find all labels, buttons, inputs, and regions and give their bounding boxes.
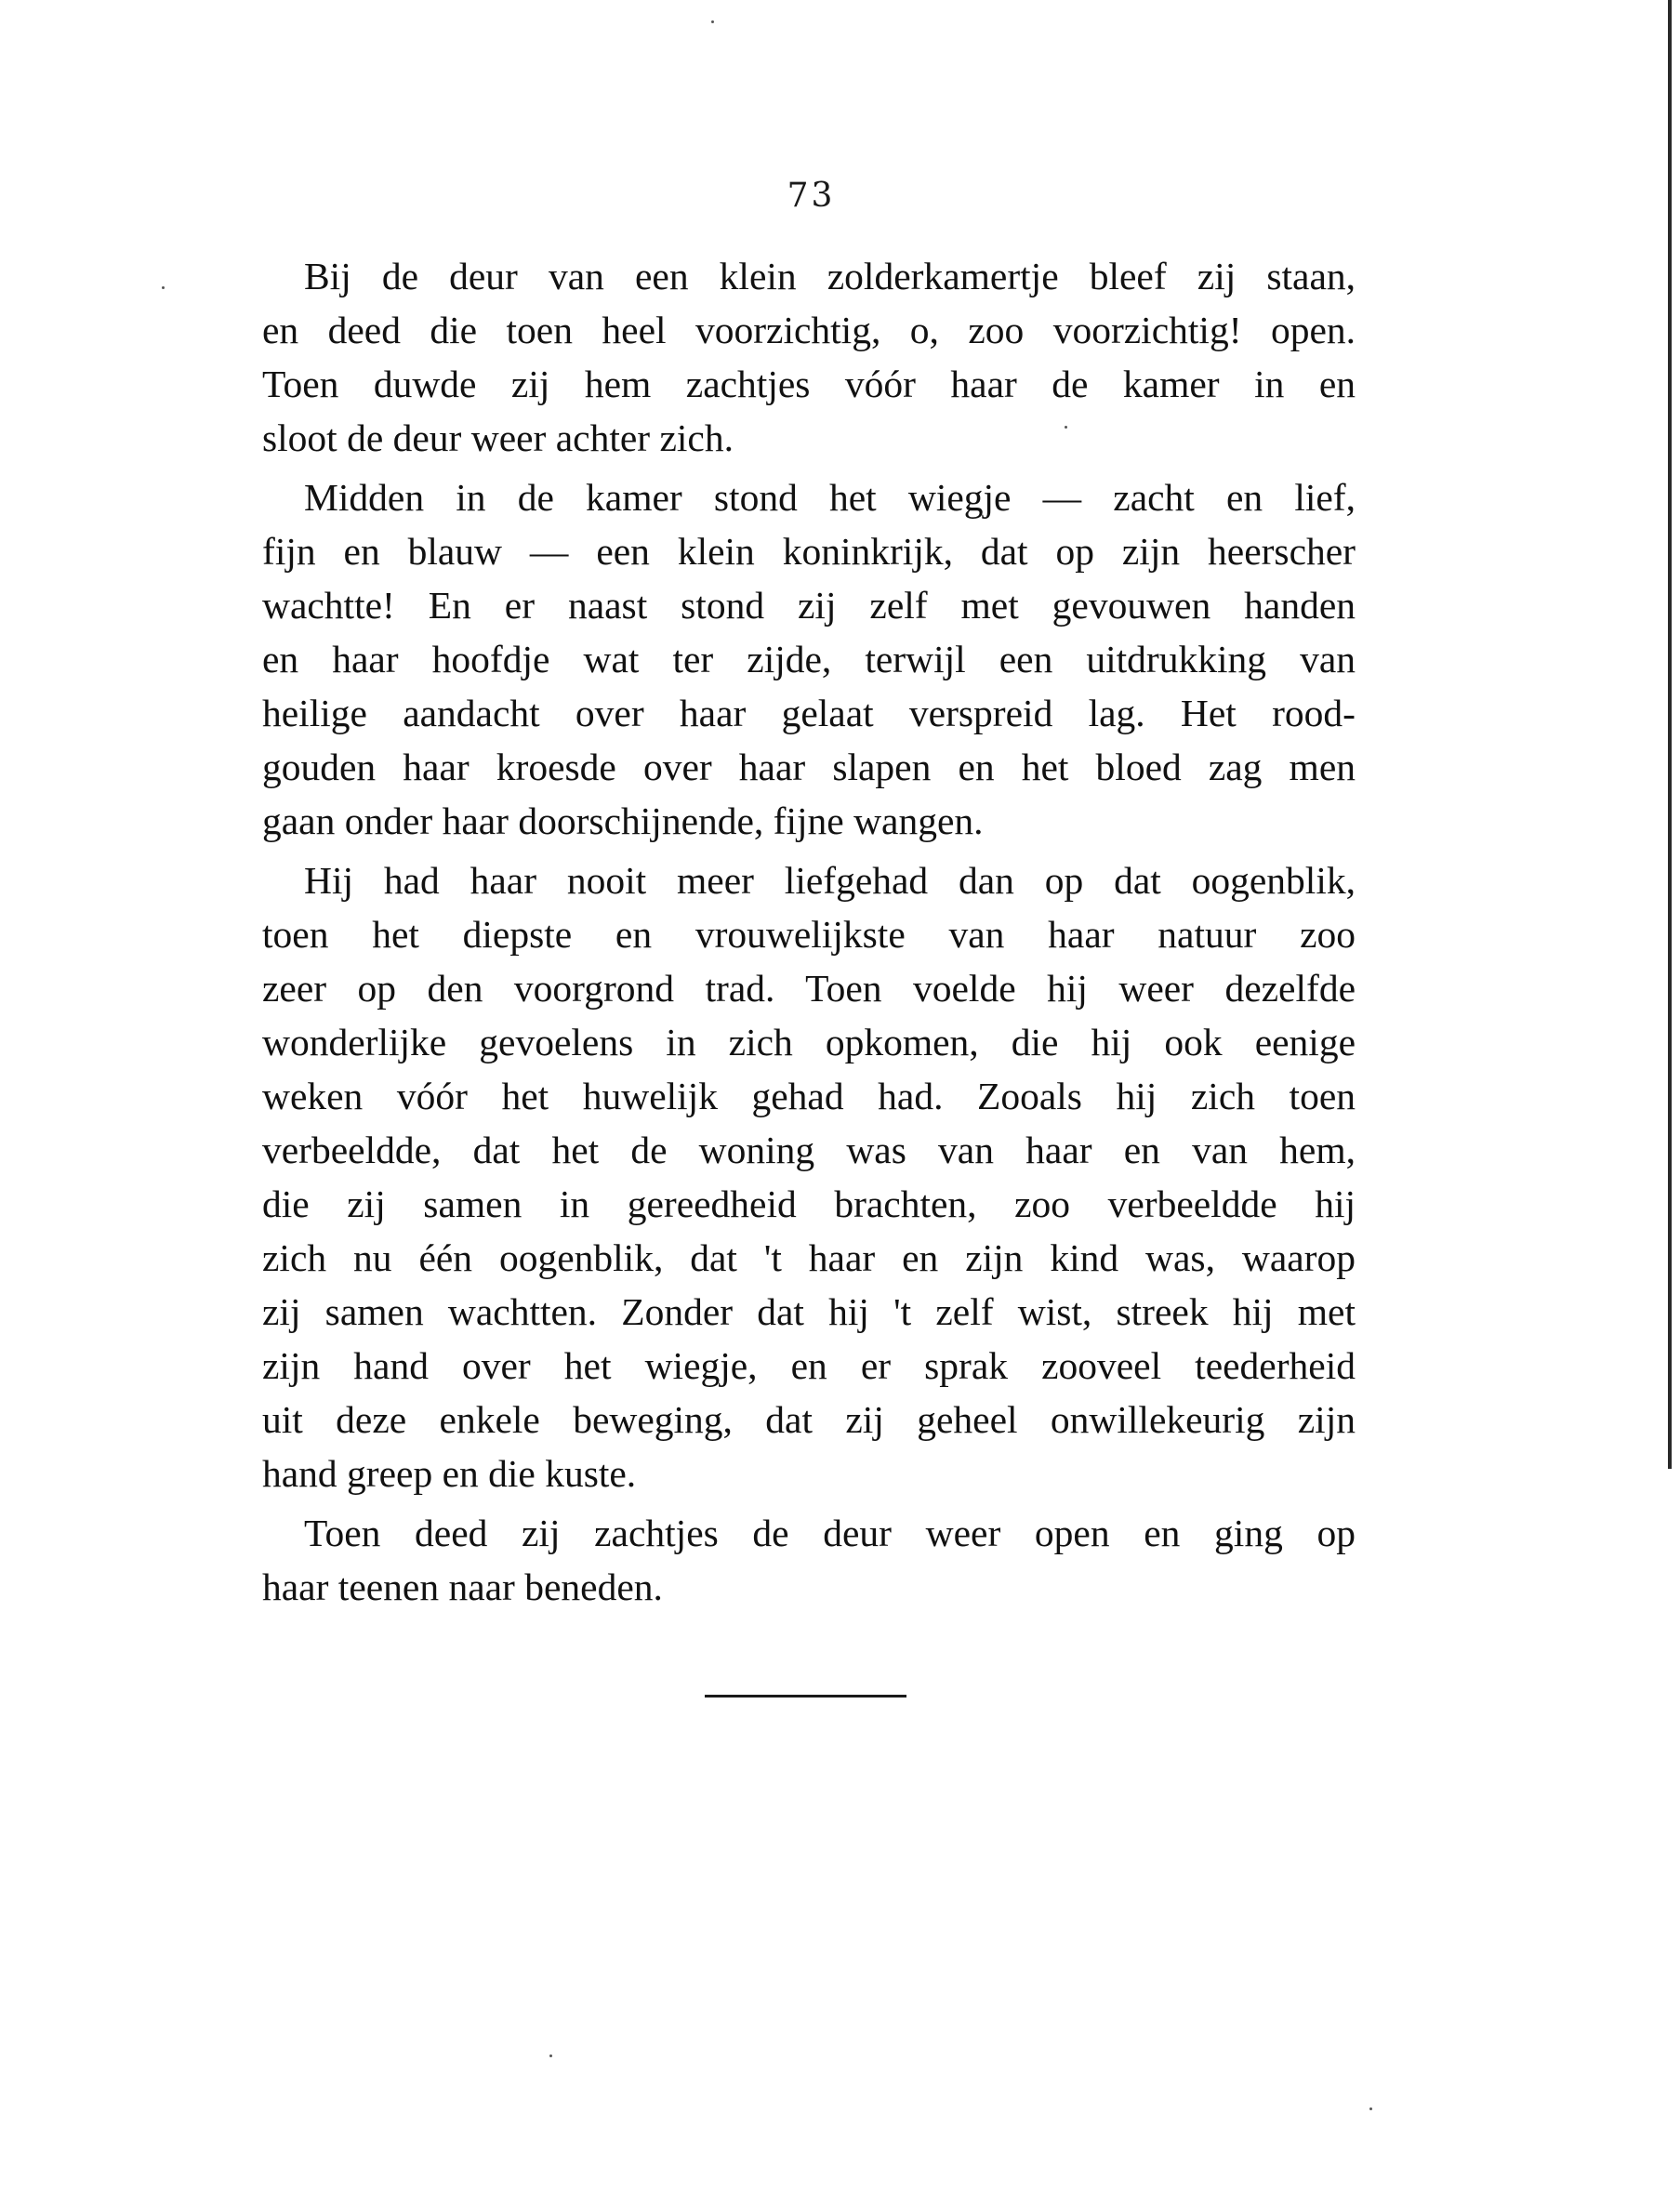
text-line: Bij de deur van een klein zolderkamertje bleef zij staan, — [304, 255, 1356, 297]
text-line: sloot de deur weer achter zich. — [262, 416, 734, 459]
text-line: gaan onder haar doorschijnende, fijne wangen. — [262, 799, 984, 842]
text-line: Toen duwde zij hem zachtjes vóór haar de kamer in en — [262, 363, 1356, 405]
text-line: weken vóór het huwelijk gehad had. Zooals hij zich toen — [262, 1075, 1356, 1117]
text-line: en deed die toen heel voorzichtig, o, zoo voorzichtig! open. — [262, 309, 1356, 351]
text-line: Hij had haar nooit meer liefgehad dan op dat oogenblik, — [304, 859, 1356, 902]
page-number: 73 — [787, 177, 836, 215]
text-line: heilige aandacht over haar gelaat verspreid lag. Het rood- — [262, 692, 1356, 734]
text-line: zich nu één oogenblik, dat 't haar en zijn kind was, waarop — [262, 1236, 1356, 1279]
paragraph — [262, 470, 1356, 848]
text-line: uit deze enkele beweging, dat zij geheel onwillekeurig zijn — [262, 1398, 1356, 1441]
text-line: Toen deed zij zachtjes de deur weer open en ging op — [304, 1512, 1356, 1554]
text-line: wonderlijke gevoelens in zich opkomen, die hij ook eenige — [262, 1021, 1356, 1063]
paragraph — [262, 853, 1356, 1500]
text-line: zij samen wachtten. Zonder dat hij 't zelf wist, streek hij met — [262, 1290, 1356, 1333]
page-edge-shadow — [1668, 0, 1672, 1469]
text-line: verbeeldde, dat het de woning was van haar en van hem, — [262, 1129, 1356, 1171]
text-line: zeer op den voorgrond trad. Toen voelde hij weer dezelfde — [262, 967, 1356, 1010]
paper-speck — [1369, 2107, 1372, 2110]
text-line: toen het diepste en vrouwelijkste van haar natuur zoo — [262, 913, 1356, 956]
paper-speck — [162, 286, 165, 289]
text-line: zijn hand over het wiegje, en er sprak zooveel teederheid — [262, 1344, 1356, 1387]
text-line: haar teenen naar beneden. — [262, 1565, 663, 1608]
text-line: hand greep en die kuste. — [262, 1452, 637, 1495]
text-line: wachtte! En er naast stond zij zelf met gevouwen handen — [262, 584, 1356, 627]
text-line: en haar hoofdje wat ter zijde, terwijl een uitdrukking van — [262, 638, 1356, 680]
paragraph — [262, 1506, 1356, 1614]
body-text — [262, 249, 1356, 1619]
text-line: Midden in de kamer stond het wiegje — zacht en lief, — [304, 476, 1356, 519]
text-line: fijn en blauw — een klein koninkrijk, dat op zijn heerscher — [262, 530, 1356, 573]
text-line: die zij samen in gereedheid brachten, zoo verbeeldde hij — [262, 1182, 1356, 1225]
paragraph — [262, 249, 1356, 465]
text-line: gouden haar kroesde over haar slapen en het bloed zag men — [262, 746, 1356, 788]
section-end-rule — [705, 1695, 906, 1698]
paper-speck — [711, 20, 714, 23]
paper-speck — [549, 2054, 552, 2057]
